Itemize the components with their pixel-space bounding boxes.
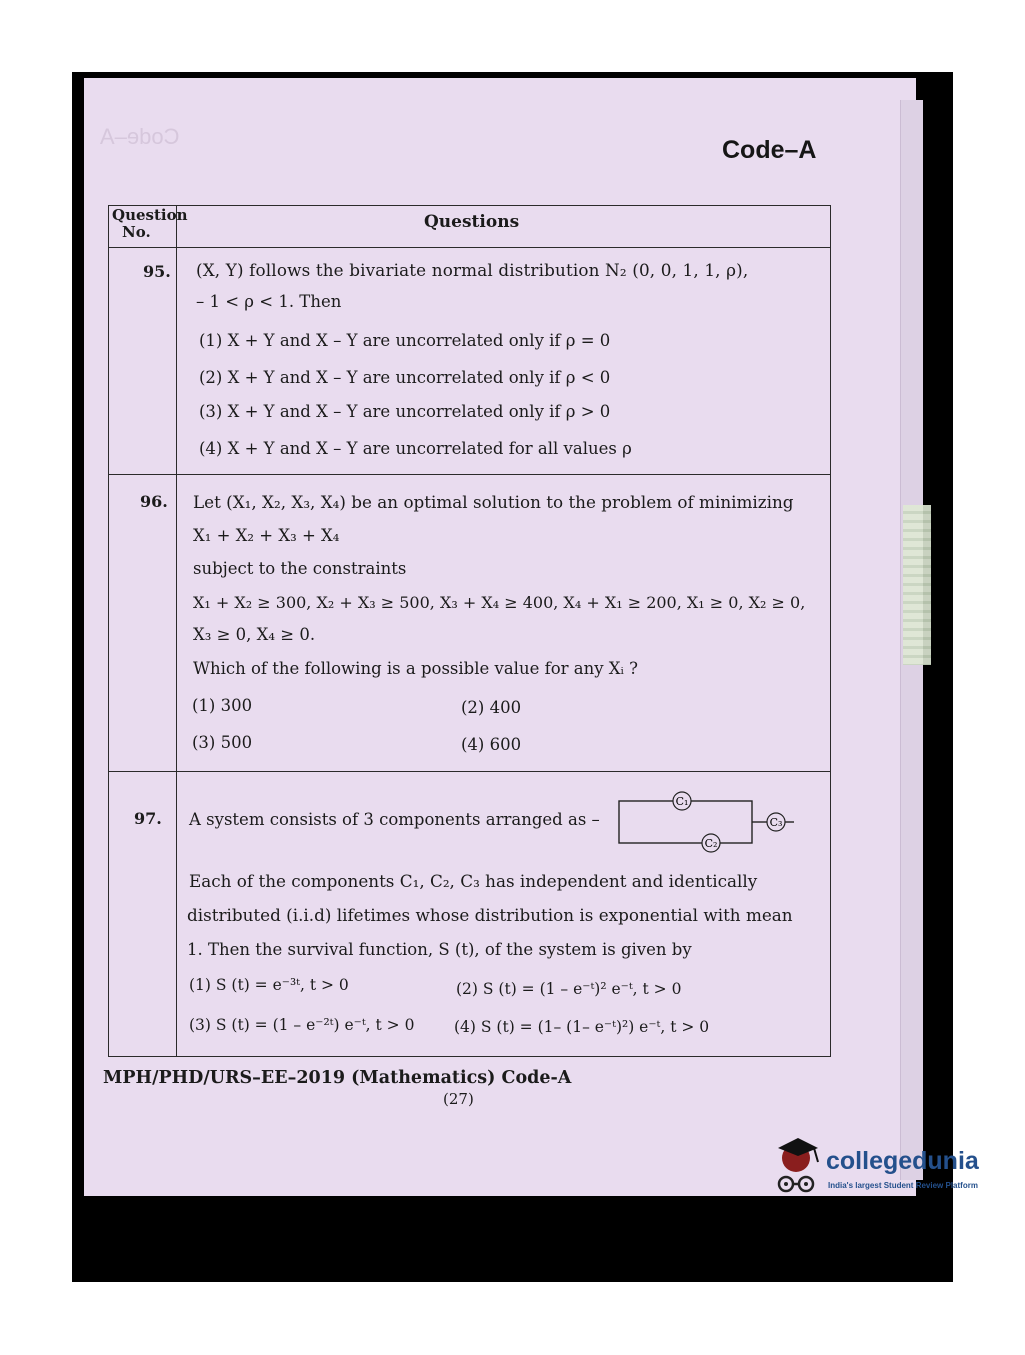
page-number: (27): [443, 1090, 474, 1108]
table-header-divider: [108, 247, 831, 248]
question-stem: Which of the following is a possible value for any Xᵢ ?: [193, 659, 638, 678]
answer-option: (4) X + Y and X – Y are uncorrelated for all values ρ: [199, 439, 632, 458]
table-row-divider: [108, 771, 831, 772]
table-row-divider: [108, 474, 831, 475]
question-stem: (X, Y) follows the bivariate normal distribution N₂ (0, 0, 1, 1, ρ),: [196, 260, 749, 280]
question-stem: X₃ ≥ 0, X₄ ≥ 0.: [193, 625, 316, 644]
question-stem: 1. Then the survival function, S (t), of the system is given by: [187, 940, 692, 959]
question-stem: distributed (i.i.d) lifetimes whose distribution is exponential with mean: [187, 905, 793, 925]
component-c3-label: C₃: [769, 816, 783, 829]
circuit-diagram: [616, 786, 806, 856]
answer-option: (3) X + Y and X – Y are uncorrelated only if ρ > 0: [199, 402, 611, 421]
bleed-through-text: Code–A: [100, 124, 180, 149]
question-number: 95.: [143, 262, 171, 281]
answer-option: (2) S (t) = (1 – e⁻ᵗ)² e⁻ᵗ, t > 0: [456, 980, 682, 998]
question-stem: Let (X₁, X₂, X₃, X₄) be an optimal solution to the problem of minimizing: [193, 492, 794, 512]
answer-option: (1) 300: [192, 696, 253, 715]
collegedunia-logo-icon: [768, 1136, 826, 1202]
component-c2-label: C₂: [704, 837, 718, 850]
header-questions: Questions: [424, 212, 520, 232]
component-c1-label: C₁: [675, 795, 689, 808]
question-stem: subject to the constraints: [193, 559, 407, 578]
answer-option: (3) 500: [192, 733, 253, 752]
question-stem: X₁ + X₂ ≥ 300, X₂ + X₃ ≥ 500, X₃ + X₄ ≥ 400, X₄ + X₁ ≥ 200, X₁ ≥ 0, X₂ ≥ 0,: [193, 593, 806, 612]
answer-option: (2) 400: [461, 698, 522, 717]
answer-option: (1) S (t) = e⁻³ᵗ, t > 0: [189, 976, 349, 994]
question-number: 97.: [134, 809, 162, 828]
question-stem: A system consists of 3 components arranged as –: [189, 810, 600, 829]
question-stem: X₁ + X₂ + X₃ + X₄: [193, 526, 340, 545]
footer-title: MPH/PHD/URS–EE–2019 (Mathematics) Code-A: [103, 1068, 572, 1088]
watermark-tagline: India's largest Student Review Platform: [828, 1181, 978, 1190]
question-stem: – 1 < ρ < 1. Then: [196, 292, 342, 311]
answer-option: (4) 600: [461, 735, 522, 754]
answer-option: (4) S (t) = (1– (1– e⁻ᵗ)²) e⁻ᵗ, t > 0: [454, 1018, 710, 1036]
watermark-brand: collegedunia: [826, 1147, 979, 1175]
question-stem: Each of the components C₁, C₂, C₃ has independent and identically: [189, 871, 758, 891]
answer-option: (3) S (t) = (1 – e⁻²ᵗ) e⁻ᵗ, t > 0: [189, 1016, 415, 1034]
header-question-no: Question No.: [112, 206, 188, 241]
question-number: 96.: [140, 492, 168, 511]
table-column-divider: [176, 205, 177, 1057]
attached-tab-strip: [903, 505, 931, 665]
code-label: Code–A: [722, 136, 817, 164]
answer-option: (1) X + Y and X – Y are uncorrelated only if ρ = 0: [199, 331, 611, 350]
answer-option: (2) X + Y and X – Y are uncorrelated only if ρ < 0: [199, 368, 611, 387]
